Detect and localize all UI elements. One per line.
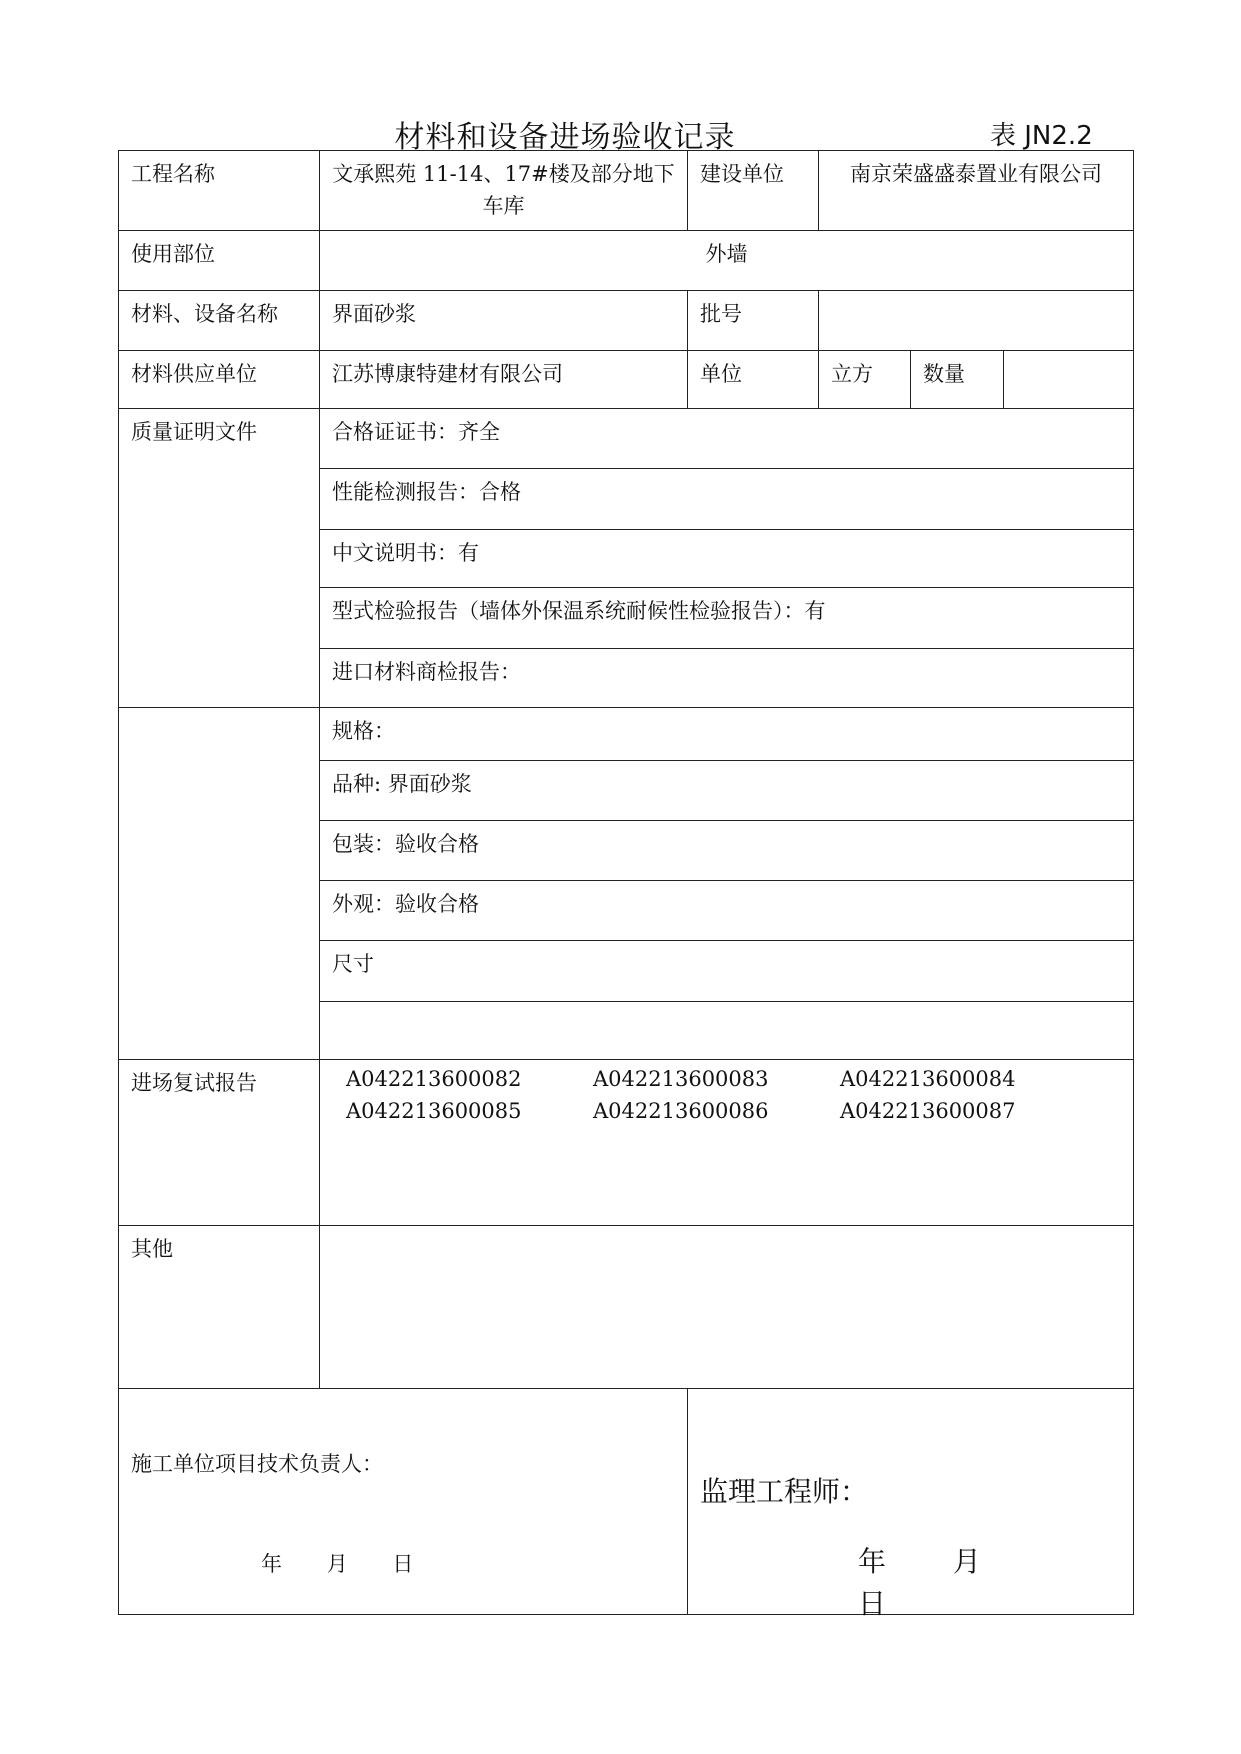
inspection-item: 品种: 界面砂浆 — [320, 761, 1134, 821]
date-day: 日 — [392, 1552, 414, 1576]
location-value: 外墙 — [320, 231, 1134, 291]
supplier-label: 材料供应单位 — [119, 351, 320, 409]
acceptance-record-table — [118, 150, 1134, 1620]
batch-value — [819, 291, 1134, 351]
date-year: 年 — [858, 1545, 887, 1578]
supplier-value: 江苏博康特建材有限公司 — [320, 351, 688, 409]
report-number: A042213600087 — [840, 1098, 1016, 1123]
quantity-label: 数量 — [911, 351, 1004, 409]
quality-doc-item: 合格证证书：齐全 — [320, 409, 1134, 469]
other-label: 其他 — [119, 1226, 320, 1389]
quality-doc-item: 型式检验报告（墙体外保温系统耐候性检验报告）：有 — [320, 588, 1134, 649]
supervisor-signature-label: 监理工程师： — [700, 1475, 869, 1508]
builder-value: 南京荣盛盛泰置业有限公司 — [819, 151, 1134, 231]
retest-label: 进场复试报告 — [119, 1060, 320, 1226]
quantity-value — [1004, 351, 1134, 409]
contractor-signature-label: 施工单位项目技术负责人： — [131, 1452, 383, 1476]
date-day: 日 — [858, 1587, 887, 1620]
contractor-date — [261, 1549, 451, 1581]
builder-label: 建设单位 — [688, 151, 819, 231]
report-number: A042213600083 — [593, 1067, 769, 1091]
location-label: 使用部位 — [119, 231, 320, 291]
retest-report-list — [320, 1060, 1134, 1226]
report-number: A042213600082 — [346, 1067, 522, 1091]
unit-label: 单位 — [688, 351, 819, 409]
unit-value: 立方 — [819, 351, 911, 409]
date-year: 年 — [261, 1552, 282, 1576]
inspection-item: 尺寸 — [320, 941, 1134, 1002]
contractor-signature-cell — [119, 1389, 688, 1615]
supervisor-date — [858, 1541, 1133, 1625]
inspection-item: 外观：验收合格 — [320, 881, 1134, 941]
batch-label: 批号 — [688, 291, 819, 351]
quality-docs-label: 质量证明文件 — [119, 409, 320, 708]
project-name-label: 工程名称 — [119, 151, 320, 231]
report-number: A042213600085 — [346, 1098, 522, 1123]
quality-doc-item: 性能检测报告：合格 — [320, 469, 1134, 530]
form-code: 表 JN2.2 — [990, 121, 1093, 151]
supervisor-signature-cell — [688, 1389, 1134, 1620]
material-value: 界面砂浆 — [320, 291, 688, 351]
project-name-value: 文承熙苑 11-14、17#楼及部分地下车库 — [320, 151, 688, 231]
form-title: 材料和设备进场验收记录 — [394, 120, 736, 155]
inspection-item — [320, 1002, 1134, 1060]
inspection-item: 包装：验收合格 — [320, 821, 1134, 881]
date-month: 月 — [326, 1552, 348, 1576]
other-value — [320, 1226, 1134, 1389]
inspection-label — [119, 708, 320, 1060]
inspection-item: 规格： — [320, 708, 1134, 761]
quality-doc-item: 进口材料商检报告： — [320, 649, 1134, 708]
material-label: 材料、设备名称 — [119, 291, 320, 351]
quality-doc-item: 中文说明书：有 — [320, 530, 1134, 588]
report-number: A042213600084 — [840, 1067, 1016, 1091]
report-number: A042213600086 — [593, 1098, 769, 1123]
date-month: 月 — [952, 1545, 981, 1578]
